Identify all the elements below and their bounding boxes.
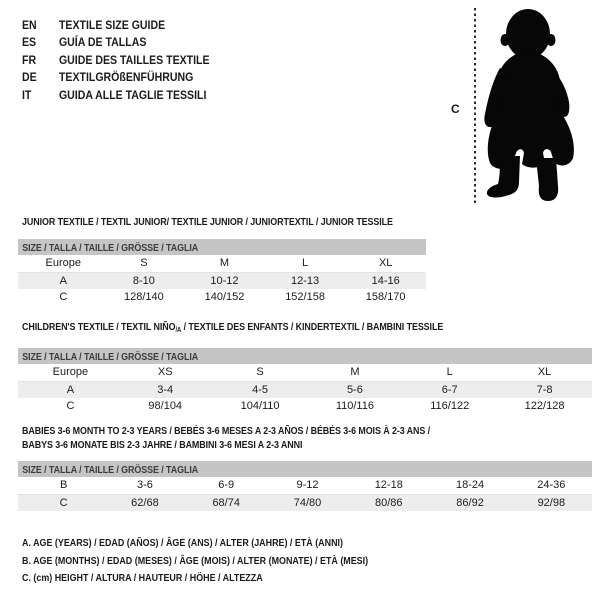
value-cell: 24-36 (537, 479, 566, 491)
value-cell: 12-18 (374, 479, 403, 491)
row-label: A (59, 274, 67, 287)
row-label: A (66, 383, 75, 396)
table-title-text: BABIES 3-6 MONTH TO 2-3 YEARS / BEBÉS 3-6 MESES A 2-3 AÑOS / BÉBÉS 3-6 MOIS À 2-3 ANS / (22, 425, 431, 437)
size-cell: XL (537, 366, 552, 378)
row-label: C (66, 400, 75, 412)
language-code: EN (22, 18, 37, 32)
language-title-list (22, 17, 235, 104)
row-label: B (59, 479, 68, 491)
value-cell: 86/92 (456, 496, 484, 509)
children-size-table (18, 320, 592, 415)
footnote-a: A. AGE (YEARS) / EDAD (AÑOS) / ÂGE (ANS) / ALTER (JAHRE) / ETÀ (ANNI) (22, 537, 343, 549)
row-label: C (59, 496, 68, 509)
size-header-bar (18, 461, 592, 477)
size-header-bar (18, 239, 426, 255)
baby-silhouette-figure (483, 6, 595, 206)
size-cell: L (446, 366, 453, 378)
value-cell: 104/110 (240, 400, 280, 412)
size-header-text: SIZE / TALLA / TAILLE / GRÖSSE / TAGLIA (22, 351, 199, 363)
size-cell: XS (157, 366, 173, 378)
value-cell: 80/86 (375, 496, 403, 509)
size-header-text: SIZE / TALLA / TAILLE / GRÖSSE / TAGLIA (22, 464, 199, 476)
table-row-age (18, 273, 426, 290)
value-cell: 74/80 (293, 496, 322, 509)
table-row-age (18, 382, 592, 399)
value-cell: 128/140 (124, 291, 164, 303)
title-post: / TEXTILE DES ENFANTS / KINDERTEXTIL / BAMBINI TESSILE (181, 321, 444, 333)
value-cell: 12-13 (291, 274, 320, 287)
value-cell: 6-7 (441, 383, 458, 396)
language-row-fr (22, 52, 210, 69)
value-cell: 3-6 (136, 479, 153, 491)
table-title-text (22, 320, 443, 338)
value-cell: 122/128 (524, 400, 565, 412)
value-cell: 10-12 (210, 274, 239, 287)
table-row-height (18, 289, 426, 306)
value-cell: 62/68 (131, 496, 159, 509)
table-title-line1 (18, 424, 592, 438)
junior-size-table (18, 215, 426, 306)
value-cell: 6-9 (218, 479, 235, 491)
size-cell: M (219, 257, 230, 269)
legend-footnotes (22, 535, 429, 588)
babies-size-table (18, 424, 592, 511)
height-dashed-line (474, 8, 476, 206)
footnote-b: B. AGE (MONTHS) / EDAD (MESES) / ÂGE (MOIS) / ALTER (MONATE) / ETÀ (MESI) (22, 554, 369, 567)
size-header-text: SIZE / TALLA / TAILLE / GRÖSSE / TAGLIA (22, 242, 199, 254)
language-code: DE (22, 70, 37, 85)
value-cell: 5-6 (346, 383, 363, 396)
language-title: GUÍA DE TALLAS (58, 35, 147, 50)
size-cell: XL (378, 257, 393, 269)
table-title (18, 320, 592, 338)
table-row-height (18, 495, 592, 512)
language-title: GUIDA ALLE TAGLIE TESSILI (58, 87, 207, 102)
title-pre: CHILDREN'S TEXTILE / TEXTIL NIÑO (22, 321, 176, 333)
value-cell: 110/116 (335, 400, 374, 412)
size-cell: S (140, 257, 148, 269)
language-title: TEXTILGRÖßENFÜHRUNG (58, 70, 194, 85)
value-cell: 98/104 (148, 400, 183, 412)
language-title: TEXTILE SIZE GUIDE (58, 18, 166, 32)
row-label: Europe (52, 366, 89, 378)
value-cell: 4-5 (252, 383, 269, 396)
table-row-months (18, 477, 592, 495)
language-code: FR (22, 52, 37, 67)
language-code: IT (22, 87, 32, 102)
title-subscript: /A (175, 327, 182, 334)
language-row-de (22, 69, 210, 86)
value-cell: 158/170 (365, 291, 406, 303)
table-row-europe (18, 364, 592, 382)
table-title-text: BABYS 3-6 MONATE BIS 2-3 JAHRE / BAMBINI 3-6 MESI A 2-3 ANNI (22, 439, 303, 451)
size-cell: S (256, 366, 264, 378)
footnote-c: C. (cm) HEIGHT / ALTURA / HAUTEUR / HÖHE / ALTEZZA (22, 572, 263, 585)
language-row-it (22, 87, 210, 104)
value-cell: 92/98 (537, 496, 566, 509)
value-cell: 68/74 (212, 496, 240, 509)
value-cell: 116/122 (430, 400, 470, 412)
table-row-europe (18, 255, 426, 273)
size-cell: L (302, 257, 309, 269)
language-row-en (22, 17, 210, 34)
table-row-height (18, 398, 592, 415)
height-measure-label: C (451, 102, 460, 116)
table-title-line2 (18, 438, 592, 452)
value-cell: 9-12 (296, 479, 319, 491)
value-cell: 18-24 (455, 479, 485, 491)
size-header-bar (18, 348, 592, 364)
value-cell: 152/158 (285, 291, 325, 303)
value-cell: 3-4 (157, 383, 174, 396)
row-label: Europe (45, 257, 82, 269)
language-row-es (22, 34, 210, 51)
value-cell: 8-10 (132, 274, 155, 287)
size-cell: M (350, 366, 360, 378)
language-title: GUIDE DES TAILLES TEXTILE (58, 52, 210, 67)
value-cell: 14-16 (371, 274, 400, 287)
value-cell: 140/152 (204, 291, 245, 303)
value-cell: 7-8 (536, 383, 553, 396)
table-title-text: JUNIOR TEXTILE / TEXTIL JUNIOR/ TEXTILE JUNIOR / JUNIORTEXTIL / JUNIOR TESSILE (22, 216, 393, 228)
language-code: ES (22, 35, 37, 50)
row-label: C (59, 291, 68, 303)
table-title (18, 215, 426, 229)
